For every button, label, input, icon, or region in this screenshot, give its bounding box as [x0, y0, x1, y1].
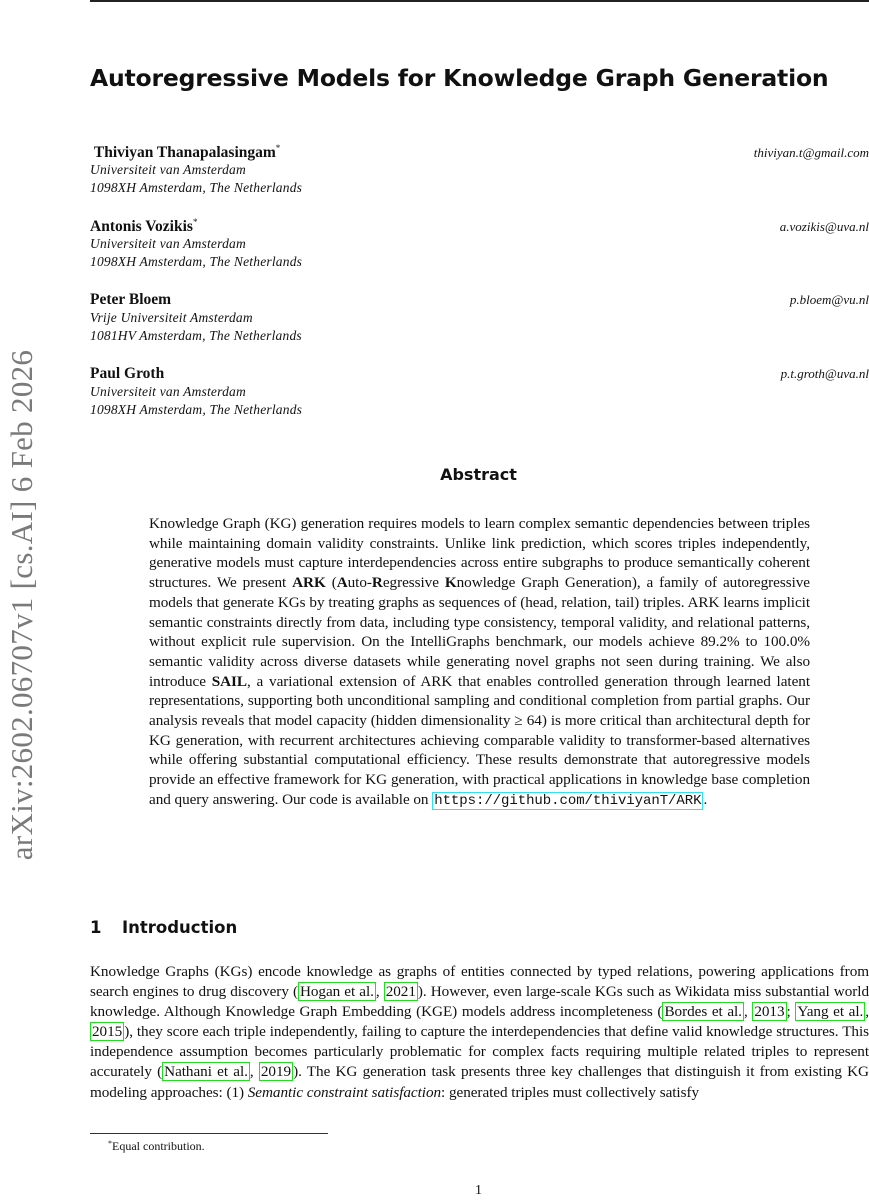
page-number: 1 [475, 1183, 482, 1198]
abstract-text: Knowledge Graph (KG) generation requires models to learn complex semantic dependencies between triples while maintaining domain validity constraints. Unlike link prediction, which scores triples independently, generative models must capture interdependencies across entire subgraphs to produce semantically coherent structures. We present ARK (Auto-Regressive Knowledge Graph Generation), a family of autoregressive models that generate KGs by treating graphs as sequences of (head, relation, tail) triples. ARK learns implicit semantic constraints directly from data, including type consistency, temporal validity, and relational patterns, without explicit rule supervision. On the IntelliGraphs benchmark, our models achieve 89.2% to 100.0% semantic validity across diverse datasets while generating novel graphs not seen during training. We also introduce SAIL, a variational extension of ARK that enables controlled generation through learned latent representations, supporting both unconditional sampling and conditional completion from partial graphs. Our analysis reveals that model capacity (hidden dimensionality ≥ 64) is more critical than architectural depth for KG generation, with recurrent architectures achieving comparable validity to transformer-based alternatives while offering substantial computational efficiency. These results demonstrate that autoregressive models provide an effective framework for KG generation, with practical applications in knowledge base completion and query answering. Our code is available on https://github.com/thiviyanT/ARK . [149, 515, 810, 809]
header-rule [90, 0, 869, 2]
author-affiliation: Universiteit van Amsterdam [90, 162, 246, 177]
citation-link-nathani[interactable]: Nathani et al. [164, 1063, 248, 1081]
citation-link-nathani-year[interactable]: 2019 [260, 1063, 292, 1081]
section-heading-introduction: 1 Introduction [90, 918, 238, 937]
author-block [90, 365, 869, 419]
citation-link-bordes-year[interactable]: 2013 [754, 1003, 785, 1021]
author-email: p.t.groth@uva.nl [780, 366, 869, 381]
author-address: 1098XH Amsterdam, The Netherlands [90, 254, 303, 269]
citation-link-hogan[interactable]: Hogan et al. [299, 983, 374, 1001]
citation-link-yang[interactable]: Yang et al. [797, 1003, 864, 1021]
author-affiliation: Vrije Universiteit Amsterdam [90, 310, 253, 325]
author-address: 1081HV Amsterdam, The Netherlands [90, 328, 302, 343]
abstract-heading: Abstract [440, 465, 517, 484]
author-address: 1098XH Amsterdam, The Netherlands [90, 180, 303, 195]
arxiv-identifier-stamp [2, 310, 42, 900]
author-email: p.bloem@vu.nl [789, 292, 869, 307]
introduction-text: Knowledge Graphs (KGs) encode knowledge as graphs of entities connected by typed relations, powering applications from search engines to drug discovery ( Hogan et al. , 2021 ). However, even large-scale KGs such as Wikidata miss substantial world knowledge. Although Knowledge Graph Embedding (KGE) models address incompleteness ( Bordes et al. , 2013 ; Yang et al. , 2015 ), they score each triple independently, failing to capture the interdependencies that define valid knowledge structures. This independence assumption becomes particularly problematic for complex facts requiring multiple related triples to represent accurately ( Nathani et al. , 2019 ). The KG generation task presents three key challenges that distinguish it from existing KG modeling approaches: (1) Semantic constraint satisfaction: generated triples must collectively satisfy [90, 963, 869, 1101]
author-block [90, 143, 869, 197]
author-block [90, 217, 869, 271]
author-affiliation: Universiteit van Amsterdam [90, 384, 246, 399]
author-name: Thiviyan Thanapalasingam* [93, 143, 281, 161]
code-repository-link[interactable]: https://github.com/thiviyanT/ARK [434, 792, 702, 809]
author-name: Antonis Vozikis* [90, 217, 198, 235]
author-name: Paul Groth [90, 365, 165, 382]
citation-link-yang-year[interactable]: 2015 [92, 1023, 123, 1041]
author-name: Peter Bloem [90, 291, 172, 308]
footnote-rule [90, 1133, 328, 1134]
author-email: thiviyan.t@gmail.com [753, 145, 869, 160]
footnote: *Equal contribution. [108, 1139, 205, 1153]
paper-title: Autoregressive Models for Knowledge Graph Generation [90, 64, 829, 92]
author-address: 1098XH Amsterdam, The Netherlands [90, 402, 303, 417]
author-block [90, 291, 869, 345]
arxiv-identifier-text: arXiv:2602.06707v1 [cs.AI] 6 Feb 2026 [4, 349, 39, 861]
author-email: a.vozikis@uva.nl [779, 219, 869, 234]
citation-link-hogan-year[interactable]: 2021 [385, 983, 416, 1001]
citation-link-bordes[interactable]: Bordes et al. [664, 1003, 742, 1021]
author-affiliation: Universiteit van Amsterdam [90, 236, 246, 251]
